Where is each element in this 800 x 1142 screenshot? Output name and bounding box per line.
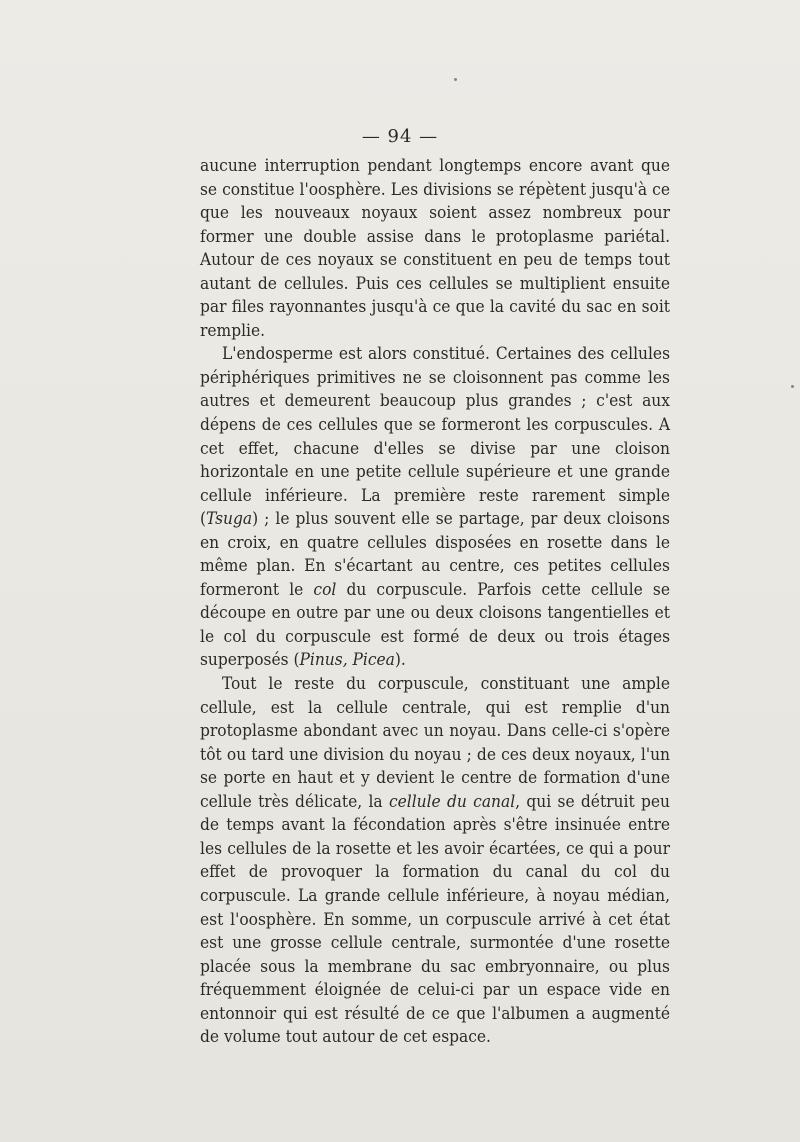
paragraph: L'endosperme est alors constitué. Certaines des cellules périphériques primitives ne se cloisonnent pas comme les autres et demeurent beaucoup plus grandes ; c'est aux dépens de ces cellules que se formeront les corpuscules. A cet effet, chacune d'elles se divise par une cloison horizontale en une petite cellule supérieure et une grande cellule inférieure. La première reste rarement simple (Tsuga) ; le plus souvent elle se partage, par deux cloisons en croix, en quatre cellules disposées en rosette dans le même plan. En s'écartant au centre, ces petites cellules formeront le col du corpuscule. Parfois cette cellule se découpe en outre par une ou deux cloisons tangentielles et le col du corpuscule est formé de deux ou trois étages superposés (Pinus, Picea). xyxy=(200,344,670,671)
page-number: — 94 — xyxy=(361,126,439,147)
italic-term: Tsuga xyxy=(206,509,253,530)
paper-speck xyxy=(454,78,457,81)
italic-term: cellule du canal xyxy=(388,791,516,812)
italic-term: Pinus, Picea xyxy=(299,650,395,671)
paragraph: Tout le reste du corpuscule, constituant une ample cellule, est la cellule centrale, qui est remplie d'un protoplasme abondant avec un noyau. Dans celle-ci s'opère tôt ou tard une division du noyau ; de ces deux noyaux, l'un se porte en haut et y devient le centre de formation d'une cellule très délicate, la cellule du canal, qui se détruit peu de temps avant la fécondation après s'être insinuée entre les cellules de la rosette et les avoir écartées, ce qui a pour effet de provoquer la formation du canal du col du corpuscule. La grande cellule inférieure, à noyau médian, est l'oosphère. En somme, un corpuscule arrivé à cet état est une grosse cellule centrale, surmontée d'une rosette placée sous la membrane du sac embryonnaire, ou plus fréquemment éloignée de celui-ci par un espace vide en entonnoir qui est résulté de ce que l'albumen a augmenté de volume tout autour de cet espace. xyxy=(200,674,670,1048)
italic-term: col xyxy=(313,579,337,600)
body-text xyxy=(200,155,670,1050)
paper-speck xyxy=(791,385,794,388)
paragraph: aucune interruption pendant longtemps encore avant que se constitue l'oosphère. Les divisions se répètent jusqu'à ce que les nouveaux noyaux soient assez nombreux pour former une double assise dans le protoplasme pariétal. Autour de ces noyaux se constituent en peu de temps tout autant de cellules. Puis ces cellules se multiplient ensuite par files rayonnantes jusqu'à ce que la cavité du sac en soit remplie. xyxy=(200,156,670,341)
